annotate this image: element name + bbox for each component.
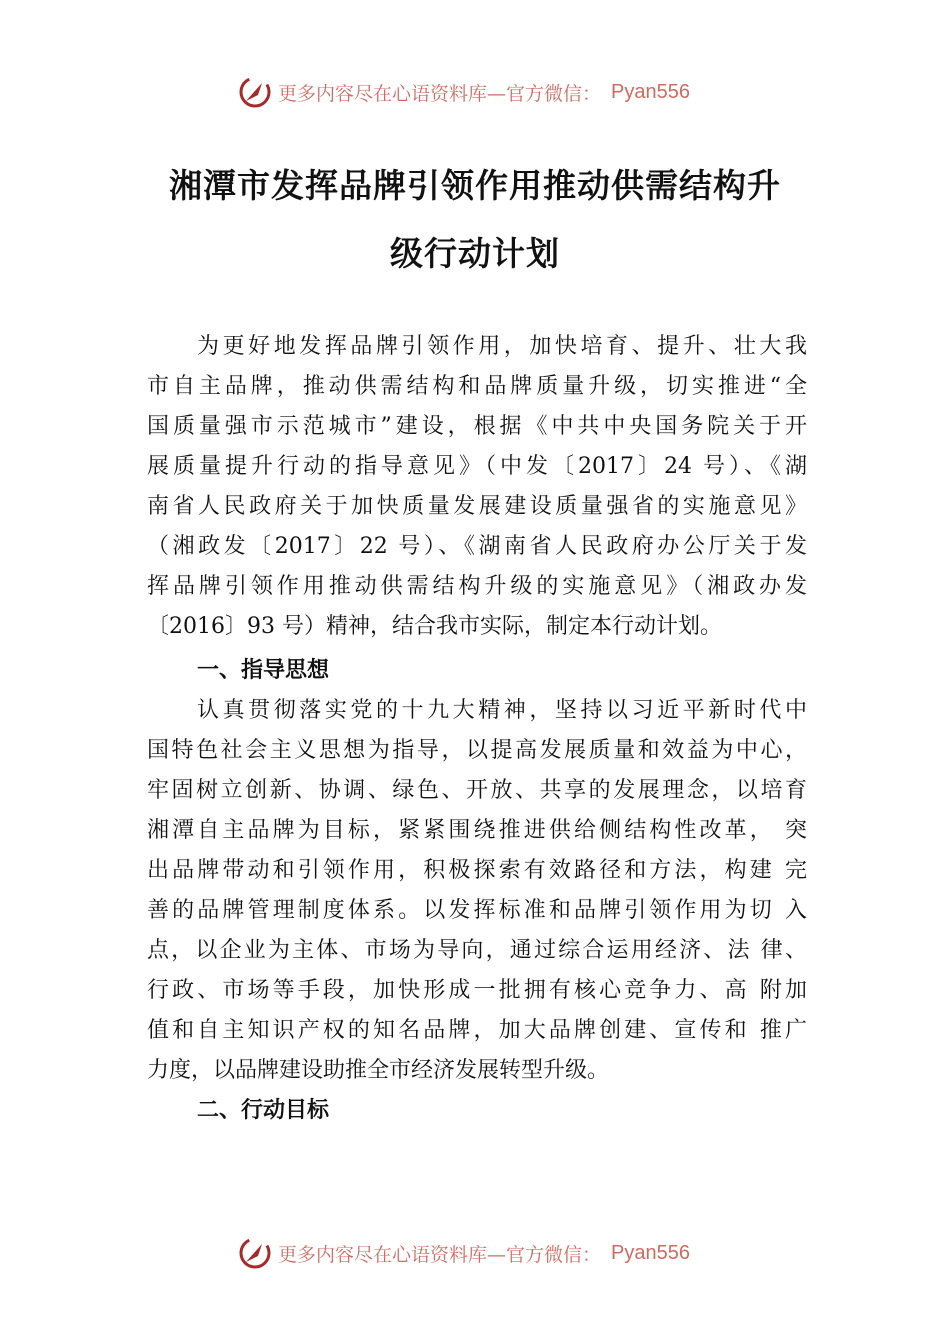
text-line: 国特色社会主义思想为指导，以提高发展质量和效益为中心， bbox=[147, 738, 807, 763]
text-line: 善的品牌管理制度体系。以发挥标准和品牌引领作用为切 入 bbox=[147, 898, 807, 923]
watermark-footer bbox=[238, 1235, 690, 1271]
quill-logo-icon bbox=[238, 1236, 272, 1270]
document-title-line-1: 湘潭市发挥品牌引领作用推动供需结构升 bbox=[169, 166, 781, 205]
watermark-text: 更多内容尽在心语资料库—官方微信： bbox=[278, 82, 602, 105]
text-line: 展质量提升行动的指导意见》（中发〔2017〕24 号）、《湖 bbox=[147, 454, 807, 479]
text-line: 国质量强市示范城市”建设，根据《中共中央国务院关于开 bbox=[147, 414, 807, 439]
text-line: 市自主品牌，推动供需结构和品牌质量升级，切实推进“全 bbox=[147, 374, 807, 399]
watermark-text: 更多内容尽在心语资料库—官方微信： bbox=[278, 1243, 602, 1266]
intro-paragraph bbox=[147, 327, 807, 647]
text-line: 〔2016〕93 号）精神，结合我市实际，制定本行动计划。 bbox=[147, 614, 722, 639]
watermark-wechat-id: Pyan556 bbox=[611, 1241, 690, 1264]
text-line: 点，以企业为主体、市场为导向，通过综合运用经济、法 律、 bbox=[147, 938, 807, 963]
section-heading-2: 二、行动目标 bbox=[197, 1098, 330, 1123]
quill-logo-icon bbox=[238, 75, 272, 109]
text-line: 挥品牌引领作用推动供需结构升级的实施意见》（湘政办发 bbox=[147, 574, 807, 599]
document-title-line-2: 级行动计划 bbox=[390, 234, 560, 273]
text-line: 为更好地发挥品牌引领作用，加快培育、提升、壮大我 bbox=[197, 334, 807, 359]
text-line: 认真贯彻落实党的十九大精神，坚持以习近平新时代中 bbox=[197, 698, 807, 723]
text-line: 出品牌带动和引领作用，积极探索有效路径和方法，构建 完 bbox=[147, 858, 807, 883]
text-line: 力度，以品牌建设助推全市经济发展转型升级。 bbox=[147, 1058, 610, 1083]
text-line: 行政、市场等手段，加快形成一批拥有核心竞争力、高 附加 bbox=[147, 978, 807, 1003]
text-line: 值和自主知识产权的知名品牌，加大品牌创建、宣传和 推广 bbox=[147, 1018, 807, 1043]
section-1-paragraph bbox=[147, 691, 807, 1091]
document-body bbox=[147, 327, 807, 1131]
watermark-header bbox=[238, 74, 690, 110]
watermark-wechat-id: Pyan556 bbox=[611, 80, 690, 103]
text-line: （湘政发〔2017〕22 号）、《湖南省人民政府办公厅关于发 bbox=[147, 534, 807, 559]
section-heading-1: 一、指导思想 bbox=[197, 658, 330, 683]
text-line: 湘潭自主品牌为目标，紧紧围绕推进供给侧结构性改革， 突 bbox=[147, 818, 807, 843]
text-line: 南省人民政府关于加快质量发展建设质量强省的实施意见》 bbox=[147, 494, 807, 519]
text-line: 牢固树立创新、协调、绿色、开放、共享的发展理念，以培育 bbox=[147, 778, 807, 803]
